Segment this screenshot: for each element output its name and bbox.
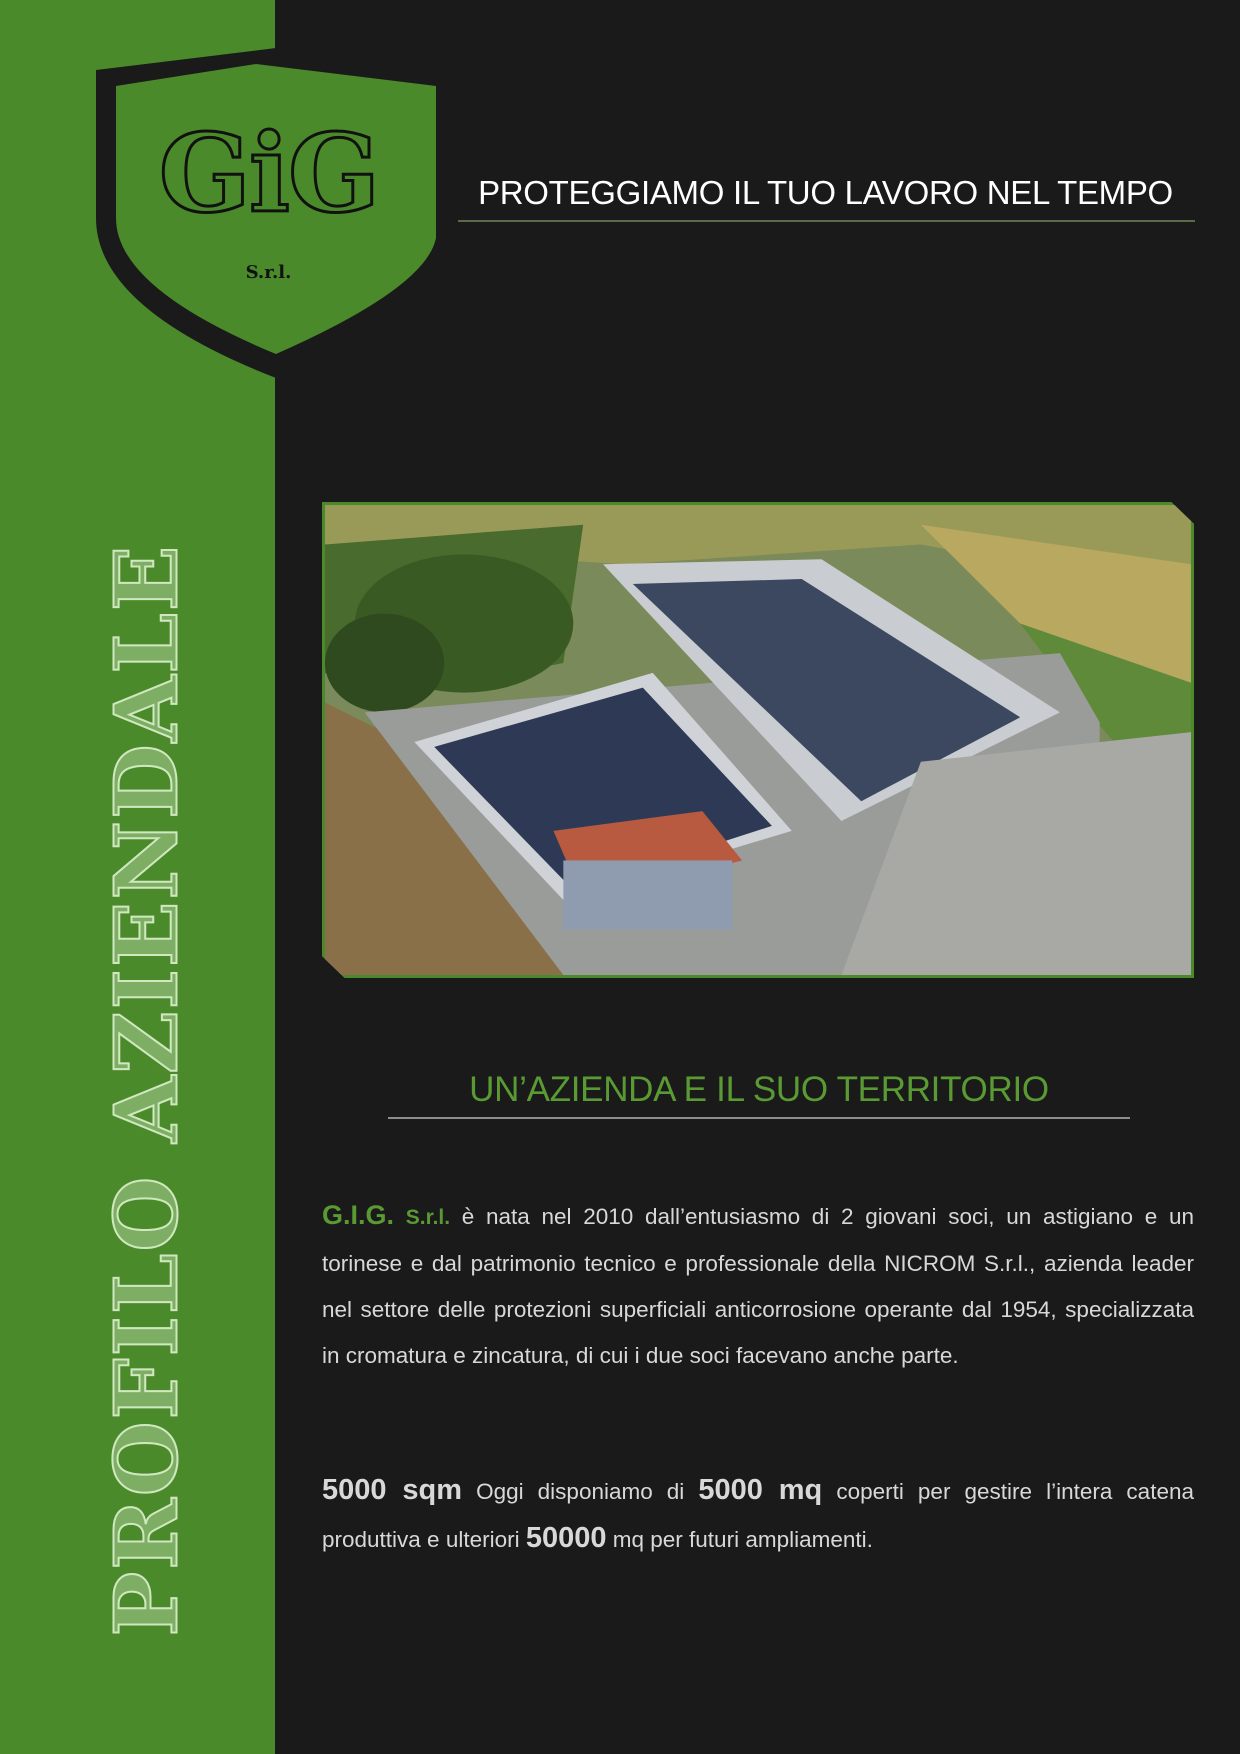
area-lead: 5000 sqm xyxy=(322,1474,463,1506)
section-divider xyxy=(388,1117,1130,1119)
area-covered: 5000 mq xyxy=(698,1474,823,1506)
facility-text-2: coperti per gestire l’intera catena produttiva e ulteriori xyxy=(322,1479,1194,1552)
vertical-title: PROFILO AZIENDALE xyxy=(96,543,198,1637)
brand-suffix: S.r.l. xyxy=(405,1206,451,1229)
factory-aerial-photo xyxy=(322,502,1194,978)
logo-wordmark: GiG xyxy=(158,111,379,237)
company-logo xyxy=(96,48,441,378)
tagline-divider xyxy=(458,220,1195,222)
section-title: UN’AZIENDA E IL SUO TERRITORIO xyxy=(469,1070,1049,1109)
logo-suffix: S.r.l. xyxy=(245,262,292,283)
factory-photo-image xyxy=(325,505,1191,975)
facility-text-3: mq per futuri ampliamenti. xyxy=(606,1527,873,1552)
brand-name: G.I.G. xyxy=(322,1200,395,1230)
area-future: 50000 xyxy=(525,1522,607,1554)
company-history-paragraph xyxy=(322,1192,1194,1379)
history-text: è nata nel 2010 dall’entusiasmo di 2 giovani soci, un astigiano e un torinese e dal patrimonio tecnico e professionale della NICROM S.r.l., azienda leader nel settore delle protezioni superficiali anticorrosione operante dal 1954, specializzata in cromatura e zincatura, di cui i due soci facevano anche parte. xyxy=(322,1204,1194,1368)
facility-size-paragraph xyxy=(322,1467,1194,1563)
header-tagline: PROTEGGIAMO IL TUO LAVORO NEL TEMPO xyxy=(478,174,1173,211)
facility-text-1: Oggi disponiamo di xyxy=(462,1479,699,1504)
